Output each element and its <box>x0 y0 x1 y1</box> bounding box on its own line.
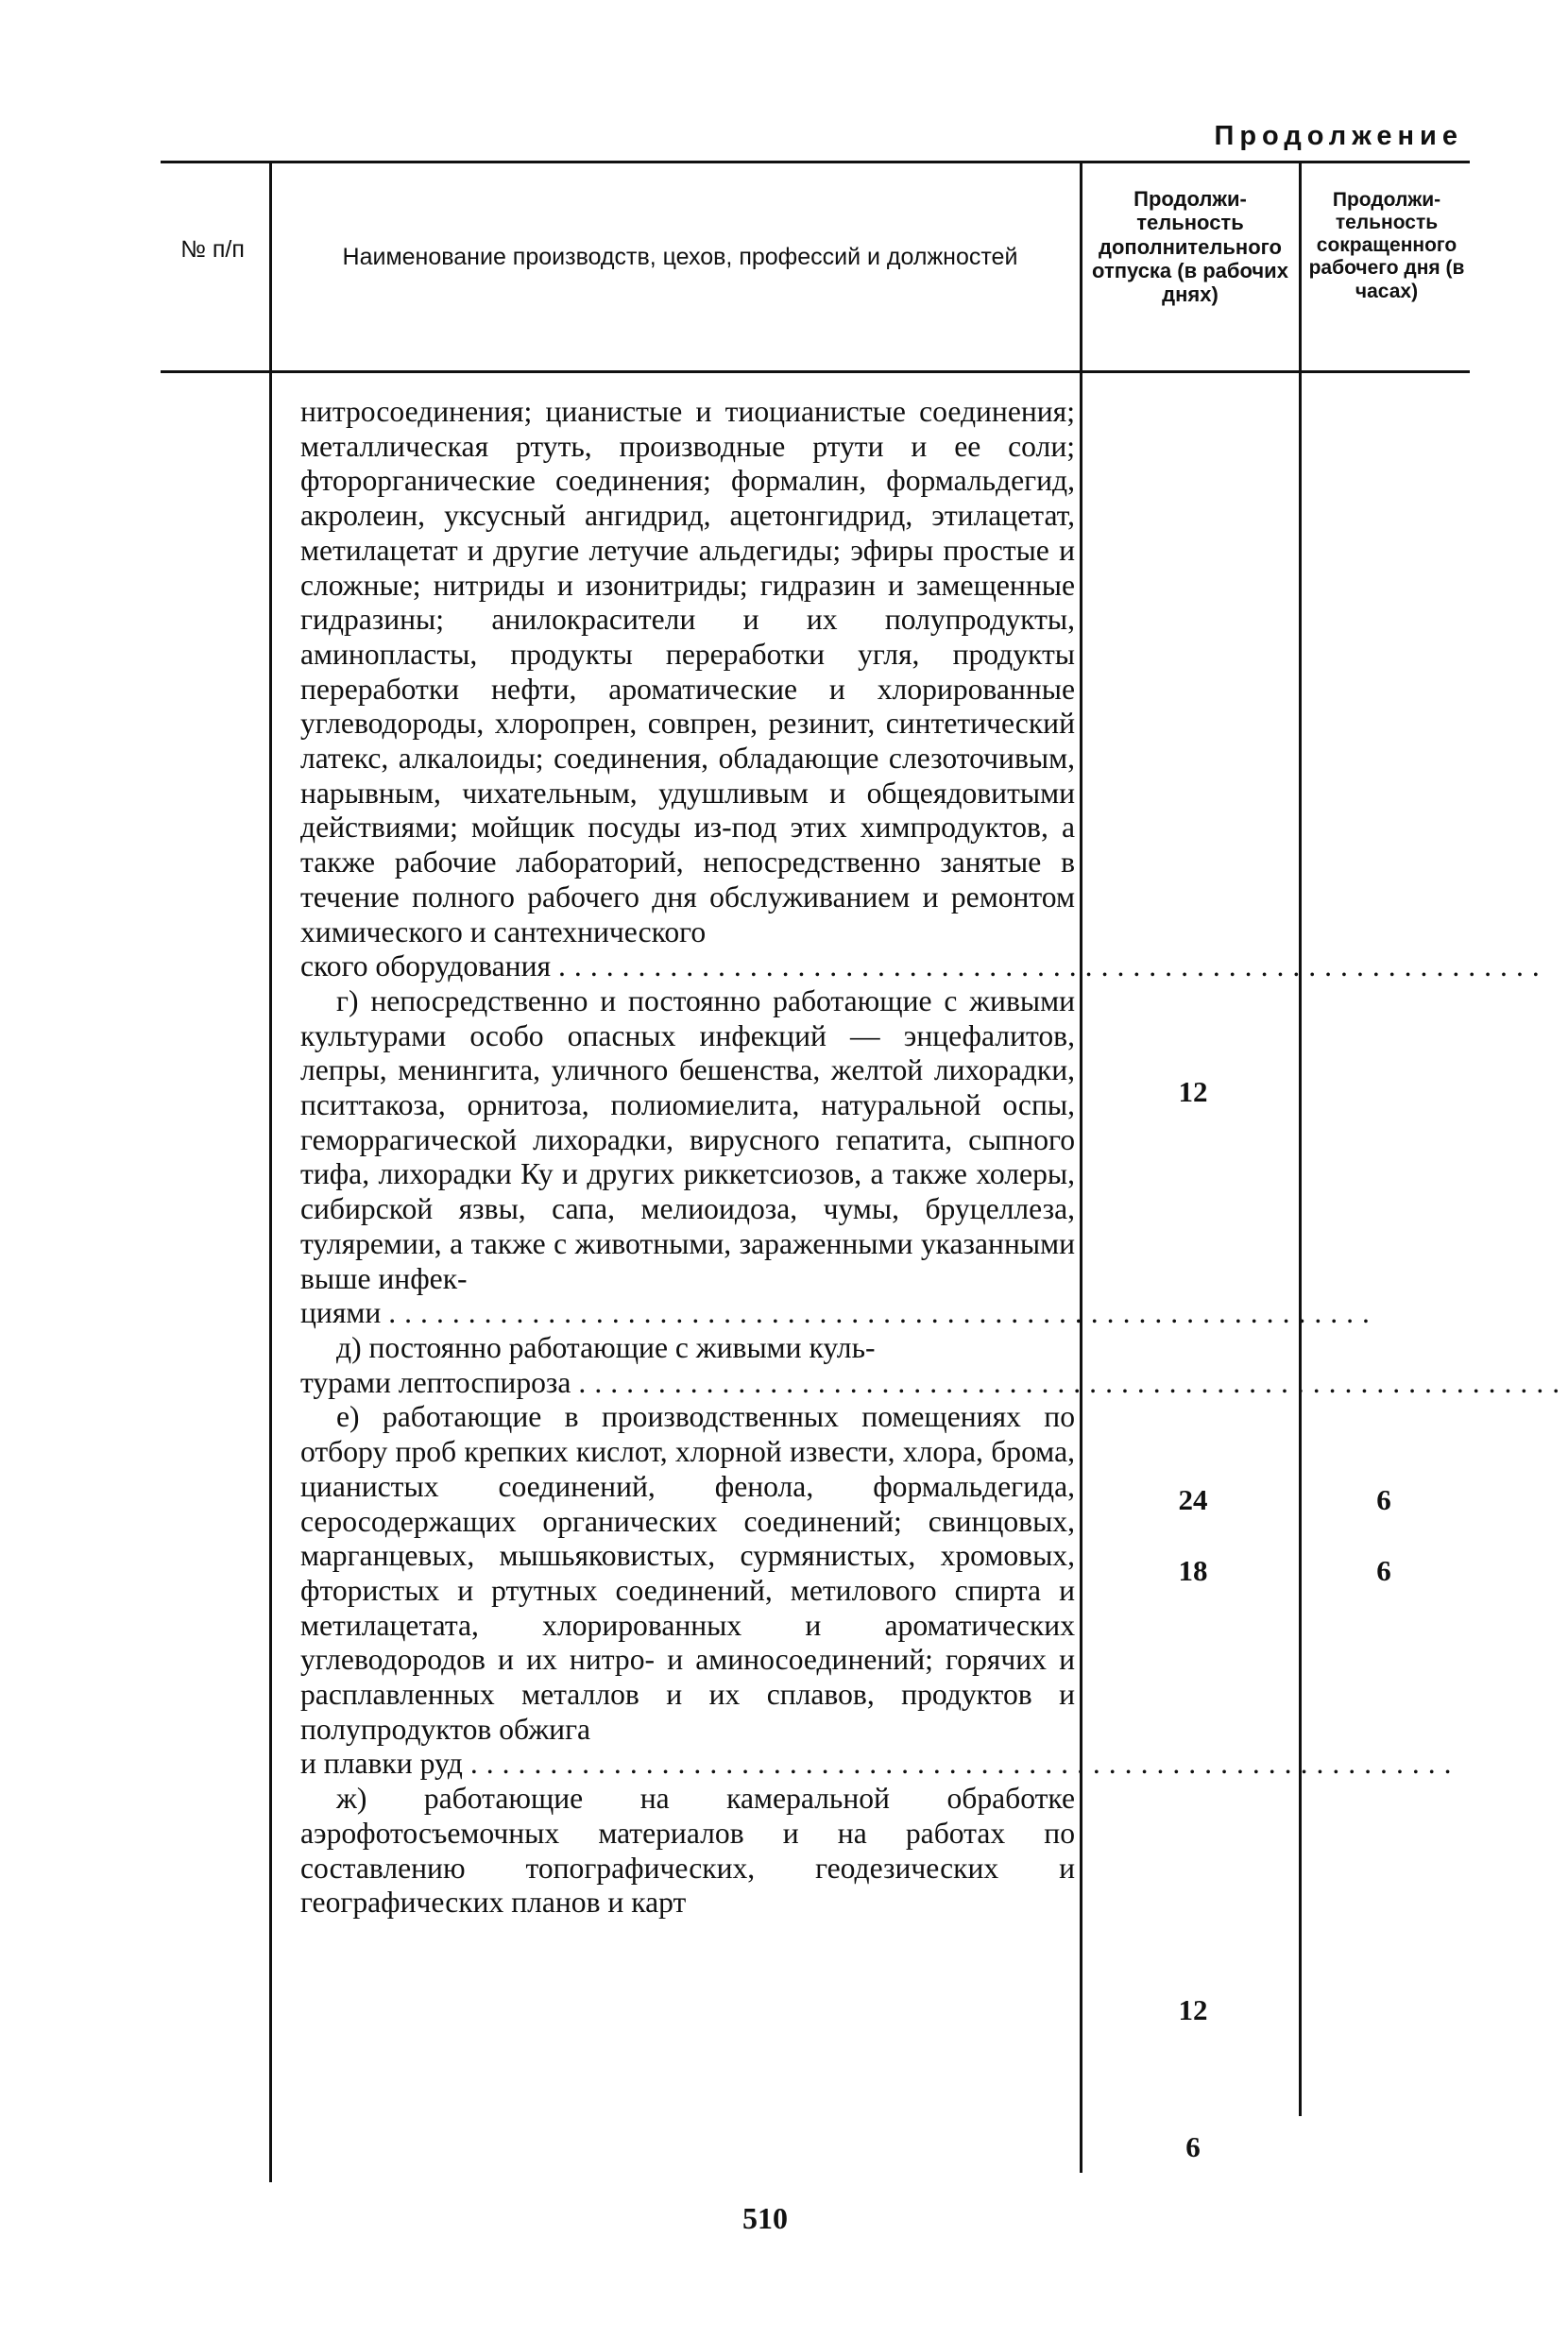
item-e-last-text: и плавки руд <box>300 1747 463 1781</box>
intro-days-value: 12 <box>1178 1075 1208 1108</box>
item-e-paragraph: е) работающие в производственных помещениях по отбору проб крепких кислот, хлорной извести, хлора, брома, цианистых соединений, фенола, формальдегида, серосодержащих органических соединений; свинцовых, марганцевых, мышьяковистых, сурмянистых, хромовых, фтористых и ртутных соединений, метилового спирта и метилацетата, хлорированных и ароматических углеводородов и их нитро- и аминосоединений; горячих и расплавленных металлов и их сплавов, продуктов и полупродуктов обжига <box>300 1400 1075 1746</box>
item-g-last-line <box>300 1296 1378 1331</box>
item-zh-days-value: 6 <box>1185 2130 1201 2163</box>
item-e-days-value: 12 <box>1178 1993 1208 2026</box>
item-d-hours-value: 6 <box>1376 1554 1391 1587</box>
header-number: № п/п <box>180 236 245 263</box>
header-extra-leave: Продолжительность дополнительного отпуска (в рабочих днях) <box>1092 187 1288 307</box>
leader-dots: .............................................................. <box>578 1365 1568 1399</box>
intro-last-text: ского оборудования <box>300 949 552 983</box>
item-g-last-text: циями <box>300 1296 382 1330</box>
item-e-last-line <box>300 1747 1460 1782</box>
header-name: Наименование производств, цехов, профессий и должностей <box>342 244 1018 270</box>
item-zh-paragraph: ж) работающие на камеральной обработке аэрофотосъемочных материалов и на работах по составлению топографических, геодезических и географических планов и карт <box>300 1782 1075 1920</box>
item-g-hours-value: 6 <box>1376 1483 1391 1516</box>
top-rule <box>161 161 1470 163</box>
intro-last-line <box>300 949 1548 984</box>
header-short-day: Продолжительность сокращенного рабочего дня (в часах) <box>1308 189 1465 302</box>
item-g-paragraph: г) непосредственно и постоянно работающие с живыми культурами особо опасных инфекций — энцефалитов, лепры, менингита, уличного бешенства, желтой лихорадки, пситтакоза, орнитоза, полиомиелита, натуральной оспы, геморрагической лихорадки, вирусного гепатита, сыпного тифа, лихорадки Ку и других риккетсиозов, а также холеры, сибирской язвы, сапа, мелиоидоза, чумы, бруцеллеза, туляремии, а также с животными, зараженными указанными выше инфек- <box>300 983 1075 1295</box>
intro-paragraph: нитросоединения; цианистые и тиоцианистые соединения; металлическая ртуть, производные ртути и ее соли; фторорганические соединения; формалин, формальдегид, акролеин, уксусный ангидрид, ацетонгидрид, этилацетат, метилацетат и другие летучие альдегиды; эфиры простые и сложные; нитриды и изонитриды; гидразин и замещенные гидразины; анилокрасители и их полупродукты, аминопласты, продукты переработки угля, продукты переработки нефти, ароматические и хлорированные углеводороды, хлоропрен, совпрен, резинит, синтетический латекс, алкалоиды; соединения, обладающие слезоточивым, нарывным, чихательным, удушливым и общеядовитыми действиями; мойщик посуды из-под этих химпродуктов, а также рабочие лабораторий, непосредственно занятые в течение полного рабочего дня обслуживанием и ремонтом химического и сантехнического <box>300 395 1075 948</box>
item-d-paragraph: д) постоянно работающие с живыми куль- <box>336 1330 876 1364</box>
item-d-last-line <box>300 1365 1568 1401</box>
leader-dots: .............................................................. <box>469 1747 1460 1781</box>
item-d-days-value: 18 <box>1178 1554 1208 1587</box>
continued-label: Продолжение <box>1214 121 1463 151</box>
col-divider-1 <box>269 161 272 2182</box>
page-number: 510 <box>742 2201 788 2235</box>
col-divider-3 <box>1299 161 1302 2116</box>
item-g-days-value: 24 <box>1178 1483 1208 1516</box>
header-rule <box>161 370 1470 373</box>
item-d-last-text: турами лептоспироза <box>300 1365 571 1399</box>
col-divider-2 <box>1080 161 1082 2173</box>
leader-dots: .............................................................. <box>558 949 1548 983</box>
leader-dots: .............................................................. <box>388 1296 1378 1330</box>
